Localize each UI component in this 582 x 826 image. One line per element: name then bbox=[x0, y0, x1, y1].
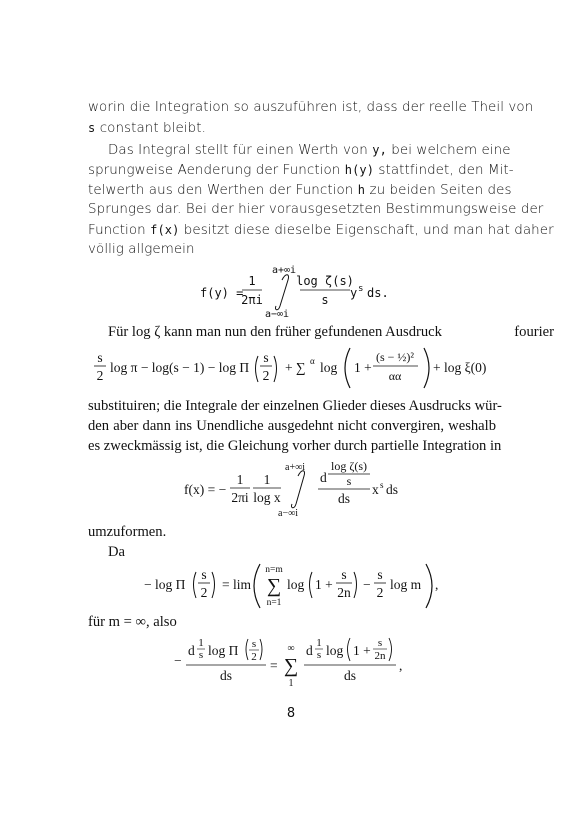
eq5-log-pi: log Π bbox=[208, 643, 239, 658]
para4-line2: den aber dann ins Unendliche ausgedehnt nicht convergiren, weshalb bbox=[88, 418, 496, 434]
eq5-one: 1 bbox=[198, 637, 204, 649]
equation-1 bbox=[190, 262, 410, 322]
para2-line3 bbox=[88, 180, 512, 201]
eq2-t1: log π − log(s − 1) − log Π bbox=[110, 360, 250, 375]
para2-line1 bbox=[108, 140, 511, 161]
eq5-paren-left bbox=[246, 639, 248, 660]
eq4-f-num: s bbox=[341, 567, 347, 582]
eq2-t3: log bbox=[320, 360, 338, 375]
var-s: s bbox=[88, 121, 96, 135]
eq5-d: d bbox=[188, 643, 195, 658]
para2-l1-b: bei welchem eine bbox=[391, 143, 511, 158]
equation-3 bbox=[180, 456, 410, 520]
eq5-sum-upper: ∞ bbox=[287, 643, 295, 654]
eq3-integral-sign bbox=[291, 471, 304, 508]
eq4-p-num: s bbox=[201, 567, 207, 582]
eq1-den: s bbox=[321, 293, 329, 307]
eq1-frac-den: 2πi bbox=[241, 293, 263, 307]
eq5-eq: = bbox=[270, 658, 278, 673]
eq3-ds: ds bbox=[337, 491, 351, 506]
eq4-paren-right bbox=[212, 572, 215, 598]
eq5-ds: ds bbox=[219, 668, 233, 683]
eq4-f-den: 2n bbox=[337, 585, 351, 600]
eq4-t4: log m bbox=[390, 577, 422, 592]
eq3-lower: a−∞i bbox=[278, 508, 298, 519]
eq5-end: , bbox=[399, 658, 403, 673]
eq4-bigparen-right bbox=[426, 564, 432, 608]
eq4-sum-upper: n=m bbox=[265, 565, 283, 575]
eq1-lhs: f(y) = bbox=[200, 286, 244, 300]
para2-line6: völlig allgemein bbox=[88, 242, 195, 257]
var-y: y, bbox=[372, 143, 387, 157]
eq5-p-num: s bbox=[251, 638, 257, 650]
eq3-f1-num: 1 bbox=[236, 472, 244, 487]
eq3-f2-den: log x bbox=[253, 490, 281, 505]
eq4-p-den: 2 bbox=[200, 585, 208, 600]
eq4-sum-sign: ∑ bbox=[266, 575, 282, 597]
para1-line1: worin die Integration so auszuführen ist, dass der reelle Theil von bbox=[88, 100, 534, 115]
eq4-lhs: − log Π bbox=[144, 577, 186, 592]
eq4-inner-paren-left bbox=[310, 572, 313, 598]
eq1-lower: a−∞i bbox=[265, 309, 290, 320]
eq2-t2: + ∑ bbox=[285, 360, 306, 375]
eq5-paren-right bbox=[260, 639, 262, 660]
eq4-g-num: s bbox=[377, 567, 383, 582]
equation-2 bbox=[88, 344, 498, 392]
eq1-num: log ζ(s) bbox=[296, 274, 354, 288]
eq4-t1: log bbox=[287, 577, 305, 592]
para4-line3: es zweckmässig ist, die Gleichung vorher durch partielle Integration in bbox=[88, 438, 502, 454]
var-fx: f(x) bbox=[150, 223, 180, 237]
eq3-d: d bbox=[320, 470, 327, 485]
eq3-lhs: f(x) = − bbox=[184, 482, 227, 497]
eq5-i-num: s bbox=[377, 637, 383, 649]
eq5-one2: 1 bbox=[316, 637, 322, 649]
para1-line2-text: constant bleibt. bbox=[99, 121, 206, 136]
eq3-upper: a+∞i bbox=[285, 462, 305, 473]
equation-5 bbox=[170, 632, 420, 690]
equation-4 bbox=[140, 562, 450, 612]
eq5-sum-lower: 1 bbox=[288, 678, 294, 689]
eq2-t2-sup: α bbox=[310, 356, 315, 366]
eq3-big-den: s bbox=[346, 474, 352, 488]
para5-line2: Da bbox=[108, 544, 126, 560]
eq2-paren-left bbox=[256, 356, 259, 382]
para2-line4: Sprunges dar. Bei der hier vorausgesetzten Bestimmungsweise der bbox=[88, 202, 544, 217]
eq5-s2: s bbox=[316, 649, 322, 661]
eq3-tail: x bbox=[372, 482, 379, 497]
eq5-inner-paren-right bbox=[389, 638, 392, 661]
para2-l5-b: besitzt diese dieselbe Eigenschaft, und man hat daher bbox=[183, 223, 554, 238]
eq4-inner-paren-right bbox=[354, 572, 357, 598]
eq5-inner: 1 + bbox=[353, 643, 371, 658]
eq5-d2: d bbox=[306, 643, 313, 658]
eq1-upper: a+∞i bbox=[272, 265, 297, 276]
eq5-log: log bbox=[326, 643, 344, 658]
para2-line2 bbox=[88, 160, 514, 181]
eq2-frac-num: s bbox=[97, 350, 103, 365]
eq4-bigparen-left bbox=[254, 564, 260, 608]
eq4-t2: 1 + bbox=[315, 577, 333, 592]
eq3-f1-den: 2πi bbox=[231, 490, 249, 505]
eq3-f2-num: 1 bbox=[263, 472, 271, 487]
para1-line2 bbox=[88, 118, 496, 139]
eq3-big-num: log ζ(s) bbox=[331, 459, 367, 473]
para3-text: Für log ζ kann man nun den früher gefundenen Ausdruck bbox=[108, 324, 442, 340]
eq1-frac-num: 1 bbox=[248, 274, 256, 288]
eq5-i-den: 2n bbox=[374, 650, 386, 662]
eq2-t4: 1 + bbox=[354, 360, 372, 375]
eq2-frac-den: 2 bbox=[96, 368, 104, 383]
eq5-ds2: ds bbox=[343, 668, 357, 683]
para2-l2-b: stattfindet, den Mit- bbox=[378, 163, 514, 178]
eq3-tail-end: ds bbox=[386, 482, 399, 497]
eq1-tail: y bbox=[350, 286, 358, 300]
para2-l1-a: Das Integral stellt für einen Werth von bbox=[108, 143, 368, 158]
eq4-eq: = lim bbox=[222, 577, 251, 592]
eq5-minus: − bbox=[174, 653, 182, 668]
eq2-p-den: 2 bbox=[262, 368, 270, 383]
integral-sign bbox=[275, 275, 288, 310]
eq2-bigparen-right bbox=[424, 348, 429, 388]
eq2-bigparen-left bbox=[345, 348, 350, 388]
var-h: h bbox=[357, 183, 366, 197]
eq2-paren-right bbox=[274, 356, 277, 382]
eq1-tail-sup: s bbox=[358, 284, 364, 294]
eq2-t5: + log ξ(0) bbox=[433, 360, 487, 375]
para3-line bbox=[108, 322, 554, 342]
eq4-end: , bbox=[435, 577, 439, 592]
para2-line5 bbox=[88, 220, 554, 241]
eq3-tail-sup: s bbox=[380, 480, 384, 490]
page-number: 8 bbox=[286, 706, 296, 721]
eq2-inner-num: (s − ½)² bbox=[375, 350, 415, 364]
eq5-inner-paren-left bbox=[348, 638, 351, 661]
eq4-g-den: 2 bbox=[376, 585, 384, 600]
eq4-paren-left bbox=[194, 572, 197, 598]
para5-line1: umzuformen. bbox=[88, 524, 167, 540]
eq5-sum-sign: ∑ bbox=[283, 655, 299, 677]
para2-l3-a: telwerth aus den Werthen der Function bbox=[88, 183, 354, 198]
eq2-p-num: s bbox=[263, 350, 269, 365]
eq4-t3: − bbox=[363, 577, 371, 592]
eq1-tail-end: ds. bbox=[367, 286, 389, 300]
eq5-p-den: 2 bbox=[251, 651, 257, 663]
eq2-inner-den: αα bbox=[388, 369, 402, 383]
para2-l5-a: Function bbox=[88, 223, 146, 238]
para6-line: für m = ∞, also bbox=[88, 614, 177, 630]
para2-l2-a: sprungweise Aenderung der Function bbox=[88, 163, 341, 178]
var-hy: h(y) bbox=[344, 163, 375, 177]
eq5-s: s bbox=[198, 649, 204, 661]
eq4-sum-lower: n=1 bbox=[266, 598, 282, 608]
para4-line1: substituiren; die Integrale der einzelnen Glieder dieses Ausdrucks wür- bbox=[88, 398, 502, 414]
para3-right: fourier bbox=[514, 324, 554, 340]
para2-l3-b: zu beiden Seiten des bbox=[369, 183, 512, 198]
